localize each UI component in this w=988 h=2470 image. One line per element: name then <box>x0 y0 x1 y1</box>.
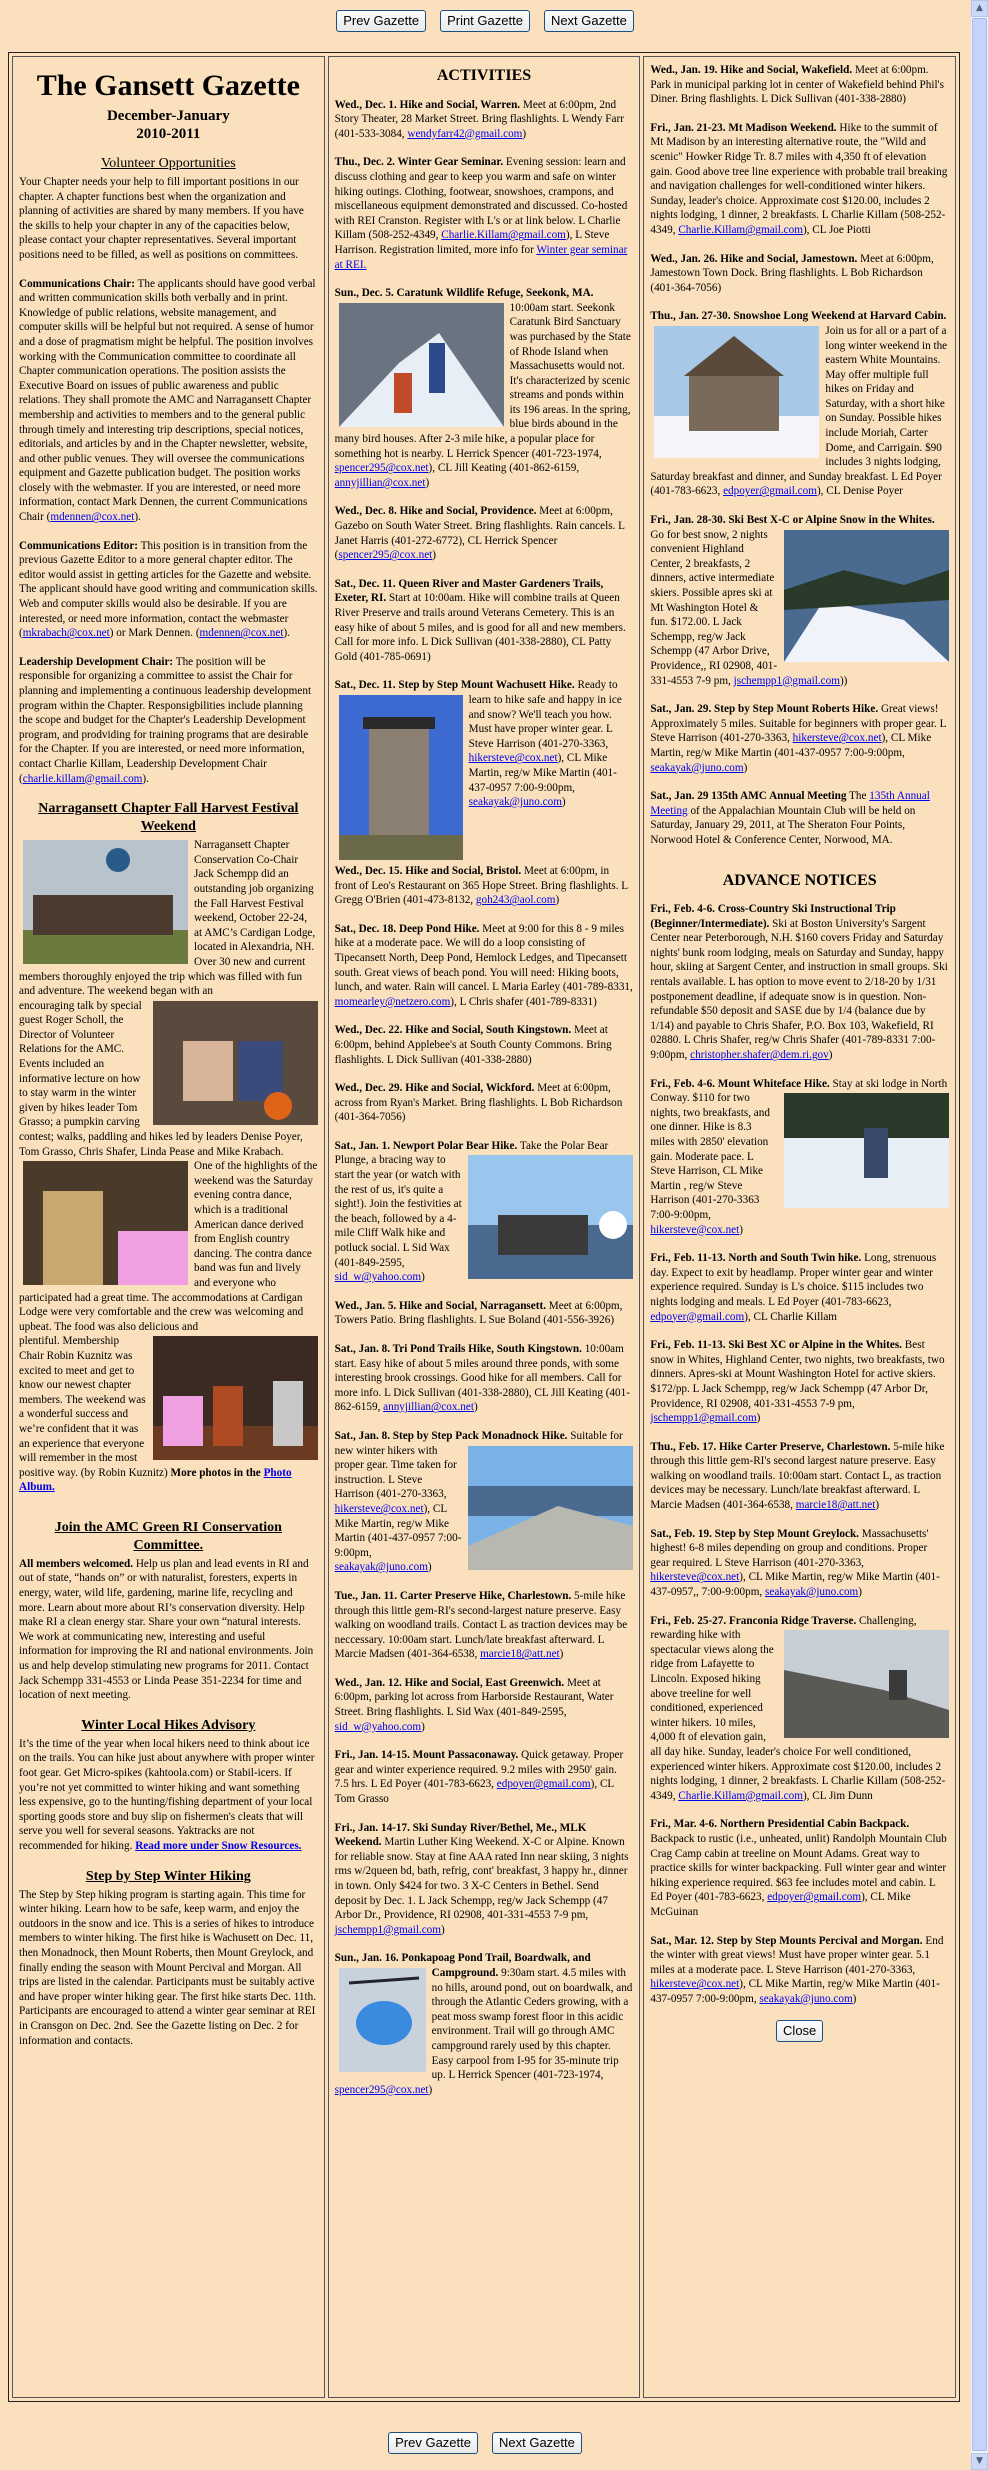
event-title: Fri., Jan. 14-17. Ski Sunday River/Bethel, Me., MLK Weekend. <box>334 1821 587 1849</box>
next-gazette-button-bottom[interactable]: Next Gazette <box>492 2432 582 2454</box>
event-title: Wed., Dec. 15. Hike and Social, Bristol. <box>334 864 522 877</box>
comm-chair-label: Communications Chair: <box>19 277 135 290</box>
event-title: Sat., Jan. 29 135th AMC Annual Meeting <box>650 790 847 803</box>
event-listing <box>650 513 949 688</box>
harvest-p1: Narragansett Chapter Conservation Co-Chair Jack Schempp did an outstanding job organizing the Fall Harvest Festival weekend, October 22-24, at AMC’s Cardigan Lodge, located in Alexandria, NH. Over 30 new and current members thoroughly enjoyed the trip which was filled with fun and adventure. The weekend began with an <box>19 839 316 998</box>
event-listing <box>650 789 949 847</box>
event-email-link[interactable]: spencer295@cox.net <box>334 2083 429 2096</box>
issue-years: 2010-2011 <box>136 126 201 142</box>
top-nav <box>0 10 970 32</box>
step-heading: Step by Step Winter Hiking <box>85 1868 251 1884</box>
event-text: ), CL Mike McGuinan <box>650 1891 911 1918</box>
event-listing <box>335 1342 634 1415</box>
event-email-link[interactable]: jschempp1@gmail.com <box>733 674 840 687</box>
event-text: ), CL Joe Piotti <box>802 223 871 236</box>
volunteer-heading: Volunteer Opportunities <box>101 156 236 171</box>
harvest-heading: Narragansett Chapter Fall Harvest Festival Weekend <box>38 801 299 835</box>
event-text: Hike to the summit of Mt Madison by an interesting alternative route, the "Wild and scenic" Howker Ridge Tr. 8.7 miles with 4,350 ft of elevation gain. Good above tree line experience with probable trail breaking and navigation challenges for well-conditioned winter hikers. Sunday, leader's choice. Approximate cost $120.00, includes 2 nights lodging, 1 dinner, 2 breakfasts. L Charlie Killam (508-252-4349, <box>650 121 948 236</box>
event-email-link[interactable]: hikersteve@cox.net <box>650 1223 740 1236</box>
event-email-link[interactable]: edpoyer@gmail.com <box>723 485 817 498</box>
event-email-link[interactable]: seakayak@juno.com <box>334 1561 428 1574</box>
event-text: ) <box>555 894 560 907</box>
event-text: ), CL Mike Martin, reg/w Mike Martin (401-437-0957,, 7:00-9:00pm, <box>650 1571 940 1599</box>
event-title: Sat., Jan. 8. Step by Step Pack Monadnock Hike. <box>334 1429 568 1442</box>
event-text: ) <box>440 1923 445 1936</box>
event-email-link[interactable]: Charlie.Killam@gmail.com <box>441 229 566 242</box>
event-listing <box>335 98 634 142</box>
event-text: )) <box>839 674 848 687</box>
event-text: Go for best snow, 2 nights convenient Highland Center, 2 breakfasts, 2 dinners, active intermediate skiers. Possible apres ski at Mt Washington Hotel & fun. $172.00. L Jack Schempp, reg/w Jack Schempp (47 Arbor Drive, Providence,, RI 02908, 401-331-4553 7-9 pm, <box>650 528 778 687</box>
event-title: Tue., Jan. 11. Carter Preserve Hike, Charlestown. <box>334 1589 572 1602</box>
event-text: 10:00am start. Seekonk Caratunk Bird Sanctuary was purchased by the State of Rhode Island when Massachusetts would not. It's characterized by scenic streams and ponds within its 196 areas. In the spring, blue birds abound in the many bird houses. After 2-3 mile hike, a popular place for something hot is nearby. L Herrick Spencer (401-723-1974, <box>334 301 631 460</box>
event-email-link[interactable]: sid_w@yahoo.com <box>334 1720 422 1733</box>
event-listing <box>335 1951 634 2097</box>
more-photos-label: More photos in the <box>170 1466 264 1479</box>
event-text: Massachusetts' highest! 6-8 miles depending on group and conditions. Proper gear required. L Steve Harrison (401-270-3363, <box>650 1527 929 1569</box>
event-title: Thu., Dec. 2. Winter Gear Seminar. <box>334 156 504 169</box>
event-text: Start at 10:00am. Hike will combine trails at Queen River Preserve and trails around Veterans Cemetery. This is an easy hike of about 5 miles, and is good for all and new members. Call for more info. L Dick Sullivan (401-338-2880), CL Patty Gold (401-785-0691) <box>334 592 626 663</box>
event-title: Thu., Feb. 17. Hike Carter Preserve, Charlestown. <box>650 1440 891 1453</box>
event-listing <box>335 1589 634 1662</box>
event-listing <box>650 1251 949 1324</box>
event-email-link[interactable]: Charlie.Killam@gmail.com <box>678 1789 803 1802</box>
event-email-link[interactable]: edpoyer@gmail.com <box>767 1891 862 1904</box>
event-text: ) <box>432 549 437 562</box>
volunteer-intro: Your Chapter needs your help to fill important positions in our chapter. A chapter functions best when the organization and planning of activities are shared by many members. If you have the skills to help your chapter in any of the capacities below, please contact your chapter representatives. Several important positions need to be filled, as well as positions on committees. <box>19 176 304 261</box>
bottom-nav <box>0 2432 970 2454</box>
event-listing <box>650 1527 949 1600</box>
green-text: Help us plan and lead events in RI and out of state, “hands on” or with naturalist, foresters, experts in energy, water, wild life, gardening, marine life, recycling and more. Learn about more about RI’s conservation diversity. Help make RI a clean energy star. Share your own “natural interests. We work at communicating new, interesting and useful information for improving the RI and national environments. Join us and help develop stimulating new programs for 2011. Contact Jack Schempp 331-4553 or Linda Pease 351-2234 for time and location of next meeting. <box>19 1557 314 1702</box>
event-text: Challenging, rewarding hike with spectacular views along the ridge from Lafayette to Lincoln. Exposed hiking above treeline for well conditioned, experienced winter hikers. 10 miles, 4,000 ft of elevation gain, all day hike. Sunday, leader's choice For well conditioned, experienced winter hikers. Approximate cost $120.00, includes 2 nights lodging, 1 dinner, 2 breakfasts. L Charlie Killam (508-252-4349, <box>650 1614 946 1802</box>
wachusett-tower-photo <box>339 695 463 860</box>
event-title: Wed., Jan. 26. Hike and Social, Jamestown. <box>650 252 858 265</box>
event-listing <box>650 252 949 296</box>
event-text: Meet at 6:00pm, across from Ryan's Market. Bring flashlights. L Bob Richardson (401-364-7056) <box>334 1082 623 1124</box>
leadership-paragraph <box>19 655 318 786</box>
event-title: Fri., Mar. 4-6. Northern Presidential Cabin Backpack. <box>650 1818 910 1831</box>
event-text: ) <box>875 1499 880 1512</box>
harvard-cabin-photo <box>654 326 819 458</box>
event-listing <box>650 1338 949 1426</box>
event-text: ) <box>427 1561 432 1574</box>
event-title: Wed., Dec. 29. Hike and Social, Wickford. <box>334 1082 535 1095</box>
dennen-email-link[interactable]: mdennen@cox.net <box>199 627 284 640</box>
event-email-link[interactable]: hikersteve@cox.net <box>792 732 882 745</box>
event-email-link[interactable]: Charlie.Killam@gmail.com <box>678 223 803 236</box>
event-title: Sat., Feb. 19. Step by Step Mount Greylock. <box>650 1527 859 1540</box>
event-email-link[interactable]: goh243@aol.com <box>475 894 556 907</box>
group-photo <box>23 840 188 964</box>
middle-column <box>328 56 641 2398</box>
scroll-down-arrow-icon[interactable]: ▼ <box>971 2453 988 2470</box>
event-title: Sun., Dec. 5. Caratunk Wildlife Refuge, Seekonk, MA. <box>334 287 594 300</box>
comm-editor-paragraph <box>19 539 318 641</box>
punct: ). <box>283 627 291 640</box>
event-text: ), CL Charlie Killam <box>744 1310 838 1323</box>
event-email-link[interactable]: spencer295@cox.net <box>334 462 429 475</box>
event-listing <box>335 1429 634 1575</box>
event-text: ), CL Mike Martin, reg/w Mike Martin (401-437-0957 7:00-9:00pm, <box>468 752 617 794</box>
event-listing <box>335 577 634 665</box>
event-listing <box>335 1081 634 1125</box>
event-text: Meet at 6:00pm, 2nd Story Theater, 28 Market Street. Bring flashlights. L Wendy Farr (401-533-3084, <box>334 98 624 140</box>
event-email-link[interactable]: annyjillian@cox.net <box>334 476 426 489</box>
event-text: ) <box>473 1401 478 1414</box>
left-column <box>12 56 325 2398</box>
event-text: Evening session: learn and discuss clothing and gear to keep you warm and safe on winter hiking outings. Clothing, footwear, snowshoes, crampons, and miscellaneous equipment demonstrated and discussed. Co-hosted with REI Cranston. Register with L's or at link below. L Charlie Killam (508-252-4349, <box>334 156 628 242</box>
comm-editor-text: This position is in transition from the previous Gazette Editor to a more general chapter editor. The editor would assist in getting articles for the Gazette and website. The applicant should have good writing and communication skills. Web and computer skills would also be desirable. If you are interested, or need more information, contact the webmaster ( <box>19 539 318 640</box>
event-text: ), L Chris shafer (401-789-8331) <box>450 995 597 1008</box>
event-title: Fri., Jan. 14-15. Mount Passaconaway. <box>334 1749 519 1762</box>
event-listing <box>650 1817 949 1919</box>
advance-notices-heading: ADVANCE NOTICES <box>722 871 877 889</box>
event-email-link[interactable]: seakayak@juno.com <box>650 761 744 774</box>
event-listing <box>650 1440 949 1513</box>
event-listing <box>650 121 949 238</box>
event-title: Fri., Feb. 11-13. Ski Best XC or Alpine in the Whites. <box>650 1339 902 1352</box>
polar-bear-photo <box>468 1155 633 1279</box>
event-email-link[interactable]: hikersteve@cox.net <box>650 1978 740 1991</box>
caratunk-photo <box>339 303 504 427</box>
event-text: Meet at 6:00pm, Gazebo on South Water Street. Bring flashlights. Rain cancels. L Janet Harris (401-272-6772), CL Herrick Spencer ( <box>334 505 625 562</box>
event-title: Sat., Jan. 8. Tri Pond Trails Hike, South Kingstown. <box>334 1343 582 1355</box>
event-title: Wed., Jan. 19. Hike and Social, Wakefield. <box>650 64 853 76</box>
winter-paragraph <box>19 1737 318 1854</box>
event-listing <box>335 1748 634 1806</box>
event-text: ), CL Mike Martin, reg/w Mike Martin (401-437-0957 7:00-9:00pm, <box>334 1502 462 1559</box>
event-listing <box>650 1077 949 1238</box>
event-listing <box>650 702 949 775</box>
comm-chair-email-link[interactable]: mdennen@cox.net <box>50 511 135 524</box>
event-email-link[interactable]: Winter gear seminar at REI. <box>334 243 628 271</box>
event-text: ), CL Tom Grasso <box>334 1778 614 1806</box>
winter-heading: Winter Local Hikes Advisory <box>81 1717 256 1733</box>
event-listing <box>335 678 634 809</box>
event-listing <box>650 1614 949 1804</box>
event-listing <box>335 1676 634 1734</box>
event-text: Join us for all or a part of a long winter weekend in the eastern White Mountains. May offer multiple full hikes on Friday and Saturday, with a short hike on Sunday. Possible hikes include Moriah, Carter Dome, and Carrigain. $90 includes 3 nights lodging, Saturday breakfast and dinner, and Sunday breakfast. L Ed Poyer (401-783-6623, <box>650 324 948 498</box>
harvest-text: plentiful. Membership Chair Robin Kuznitz was excited to meet and get to know our newest chapter members. The weekend was a wonderful success and we’re confident that it was an experience that everyone will remember in the most positive way. (by Robin Kuznitz) <box>19 1335 171 1479</box>
event-title: Fri., Feb. 4-6. Mount Whiteface Hike. <box>650 1077 830 1090</box>
ski-whites-photo <box>784 530 949 662</box>
vertical-scrollbar[interactable] <box>971 0 988 2470</box>
event-title: Fri., Jan. 21-23. Mt Madison Weekend. <box>650 121 837 134</box>
event-title: Sun., Jan. 16. Ponkapoag Pond Trail, Boardwalk, and Campground. <box>334 1952 591 1979</box>
event-email-link[interactable]: marcie18@att.net <box>480 1648 560 1661</box>
event-text: Long, strenuous day. Expect to exit by headlamp. Proper winter gear and winter experience required. Sunday is L's choice. $115 includes two nights lodging and meals. L Ed Poyer (401-783-6623, <box>650 1252 937 1308</box>
event-email-link[interactable]: seakayak@juno.com <box>468 796 562 809</box>
event-email-link[interactable]: hikersteve@cox.net <box>650 1571 740 1584</box>
whiteface-photo <box>784 1093 949 1208</box>
event-text: ) <box>561 796 566 809</box>
event-text: Take the Polar Bear Plunge, a bracing way to start the year (or watch with the rest of us, it's quite a sight!). Join the festivities at the beach, followed by a 4-mile Cliff Walk hike and potluck social. L Sid Wax (401-849-2595, <box>334 1139 609 1269</box>
event-title: Sat., Dec. 11. Step by Step Mount Wachusett Hike. <box>334 679 575 692</box>
contra-dance-photo <box>23 1161 188 1285</box>
event-email-link[interactable]: wendyfarr42@gmail.com <box>407 127 523 140</box>
punct: ). <box>142 772 149 785</box>
event-text: ) <box>559 1648 564 1661</box>
event-title: Wed., Jan. 12. Hike and Social, East Greenwich. <box>334 1676 565 1689</box>
event-text: Meet at 9:00 for this 8 - 9 miles hike at a moderate pace. We will do a loop consisting of Tipecansett North, Deep Pond, Hemlock Ledges, and Tipecansett south. Great views of beach pond. You will need: Hiking boots, lunch, and water. Rain will cancel. L Maria Earley (401-789-8331, <box>334 922 633 994</box>
event-text: ) <box>739 1223 743 1236</box>
event-email-link[interactable]: hikersteve@cox.net <box>334 1502 424 1515</box>
event-text: Meet at 6:00pm, behind Applebee's at South County Commons. Bring flashlights. L Dick Sullivan (401-338-2880) <box>334 1024 612 1066</box>
event-text: Best snow in Whites, Highland Center, two nights, two breakfasts, two dinners. Apres-ski at Mount Washington Hotel for active skiers. $172/pp. L Jack Schempp, reg/w Jack Schempp (47 Arbor Dr, Providence, RI 02908, 401-331-4553 7-9 pm, <box>650 1339 945 1410</box>
monadnock-photo <box>468 1446 633 1570</box>
scroll-up-arrow-icon[interactable]: ▲ <box>971 0 988 17</box>
event-text: ), CL Jim Dunn <box>802 1789 873 1802</box>
leadership-text: The position will be responsible for organizing a committee to assist the Chair for planning and implementing a continuous leadership development program within the Chapter. Responsigbilities include planning the scope and budget for the Chapter's Leadership Development program, and prodviding for training programs that are desirable for the Chapter. If you are interested, or need more information, contact Charlie Killam, Leadership Development Chair ( <box>19 655 312 785</box>
event-title: Fri., Feb. 4-6. Cross-Country Ski Instructional Trip (Beginner/Intermediate). <box>650 903 896 930</box>
green-lead: All members welcomed. <box>19 1557 134 1570</box>
event-text: Meet at 6:00pm. Park in municipal parking lot in center of Wakefield behind Phil's Diner. Bring flashlights. L Dick Sullivan (401-338-2880) <box>650 64 944 106</box>
event-email-link[interactable]: sid_w@yahoo.com <box>334 1271 422 1284</box>
snow-resources-link[interactable]: Read more under Snow Resources. <box>135 1839 302 1852</box>
event-text: ) <box>421 1720 425 1733</box>
right-column <box>643 56 956 2398</box>
event-text: ) <box>522 127 527 140</box>
event-text: Meet at 6:00pm, parking lot across from Harborside Restaurant, Water Street. Bring flashlights. L Sid Wax (401-849-2595, <box>334 1676 614 1719</box>
event-listing <box>335 1821 634 1938</box>
event-title: Sat., Dec. 18. Deep Pond Hike. <box>334 922 480 935</box>
event-text: ), CL Jill Keating (401-862-6159, <box>428 462 580 475</box>
event-listing <box>335 155 634 272</box>
event-title: Sat., Jan. 1. Newport Polar Bear Hike. <box>334 1139 518 1152</box>
step-paragraph: The Step by Step hiking program is starting again. This time for winter hiking. Learn how to be safe, keep warm, and enjoy the outdoors in the snow and ice. This is a series of hikes to introduce members to winter hiking. The first hike is Wachusett on Dec. 11, then Monadnock, then Mount Roberts, then Mount Greylock, and finally ending the season with Mount Percival and Morgan. All trips are listed in the calendar. Participants must be suitably active and have proper winter hiking gear. The first hike starts Dec. 11th. Participants are encouraged to attend a winter gear seminar at REI in Cransgon on Dec. 2nd. See the Gazette listing on Dec. 2 for information and contacts. <box>19 1888 317 2047</box>
event-text: ) <box>858 1586 862 1599</box>
event-text: 5-mile hike through this little gem-RI's second-largest nature preserve. Easy walking on woodland trails. Contact L as traction devices may be neccessary. 10:00am start. Lunch/late breakfast afterward. L Marcie Madsen (401-364-6538, <box>334 1589 628 1661</box>
dance-hall-photo <box>153 1336 318 1460</box>
event-text: ), CL Denise Poyer <box>816 485 903 498</box>
event-text: Stay at ski lodge in North Conway. $110 for two nights, two breakfasts, and one dinner. Hike is 8.3 miles with 2850' elevation gain. Moderate pace. L Steve Harrison, CL Mike Martin , reg/w Steve Harrison (401-270-3363 7:00-9:00pm, <box>650 1077 948 1221</box>
event-text: Ready to learn to hike safe and happy in ice and snow? We'll teach you how. Must have proper winter gear. L Steve Harrison (401-270-3363, <box>468 679 622 750</box>
event-title: Wed., Jan. 5. Hike and Social, Narragansett. <box>334 1299 546 1312</box>
event-text: 10:00am start. Easy hike of about 5 miles around three ponds, with some interesting brook crossings. Good hike for all members. Call for more info. L Dick Sullivan (401-338-2880), CL Jill Keating (401-862-6159, <box>334 1343 630 1414</box>
green-heading: Join the AMC Green RI Conservation Committee. <box>54 1519 282 1553</box>
issue-months: December-January <box>106 108 230 124</box>
event-listing <box>650 1934 949 2007</box>
next-gazette-button[interactable]: Next Gazette <box>544 10 634 32</box>
event-listing <box>650 63 949 107</box>
leadership-label: Leadership Development Chair: <box>19 655 174 668</box>
event-email-link[interactable]: marcie18@att.net <box>795 1499 876 1512</box>
event-text: ), CL Mike Martin, reg/w Mike Martin (401-437-0957 7:00-9:00pm, <box>650 1978 940 2005</box>
punct: ). <box>134 511 141 524</box>
event-text: ) <box>428 2083 433 2096</box>
event-text: ), L Steve Harrison. Registration limited, more info for <box>334 229 610 256</box>
comm-chair-paragraph <box>19 277 318 525</box>
event-listing <box>650 309 949 499</box>
event-title: Sat., Dec. 11. Queen River and Master Gardeners Trails, Exeter, RI. <box>334 577 604 605</box>
event-title: Fri., Jan. 28-30. Ski Best X-C or Alpine Snow in the Whites. <box>650 514 935 527</box>
event-text: ) <box>852 1992 857 2005</box>
green-paragraph <box>19 1557 318 1703</box>
event-text: ) <box>756 1412 761 1425</box>
event-email-link[interactable]: jschempp1@gmail.com <box>650 1412 757 1425</box>
print-gazette-button[interactable]: Print Gazette <box>440 10 530 32</box>
event-title: Wed., Dec. 1. Hike and Social, Warren. <box>334 98 521 111</box>
event-title: Wed., Dec. 22. Hike and Social, South Kingstown. <box>334 1024 572 1037</box>
scrollbar-thumb[interactable] <box>972 18 987 2451</box>
pumpkin-photo <box>153 1001 318 1125</box>
harvest-p3: One of the highlights of the weekend was the Saturday evening contra dance, which is a traditional American dance derived from English country dancing. The contra dance band was fun and lively and everyone who participated had a great time. The accommodations at Cardigan Lodge were very comfortable and the crew was welcoming and upbeat. The food was also delicious and <box>19 1160 318 1333</box>
event-text: ) <box>425 476 430 489</box>
event-email-link[interactable]: 135th Annual Meeting <box>650 790 930 817</box>
event-listing <box>335 1023 634 1067</box>
event-title: Thu., Jan. 27-30. Snowshoe Long Weekend at Harvard Cabin. <box>650 310 947 323</box>
event-listing <box>335 1139 634 1285</box>
event-listing <box>335 922 634 1010</box>
event-text: ) <box>421 1271 425 1284</box>
event-text: Ski at Boston University's Sargent Center near Peterborough, N.H. $160 covers Friday and Saturday nights' bunk room lodging, meals on Saturday and Sunday, happy hour, skiing at Sargent Center, and instruction in small groups. Ski rentals available. L has option to move event to 2/18-20 by 1/31 postponement deadline, if adequate snow is in question. Non-refundable $50 deposit and SASE due by 1/4 (balance due by 1/14) and payable to Chris Shafer, P.O. Box 103, Wakefield, RI 02880. L Chris Shafer, reg/w Chris Shafer (401-789-8331 7:00-9:00pm, <box>650 917 948 1062</box>
event-text: ), CL Mike Martin, reg/w Mike Martin (401-437-0957 7:00-9:00pm, <box>650 732 932 759</box>
event-email-link[interactable]: jschempp1@gmail.com <box>334 1923 441 1936</box>
gazette-frame <box>8 52 960 2402</box>
event-text: ) <box>828 1049 833 1062</box>
activities-heading: ACTIVITIES <box>436 67 532 84</box>
event-listing <box>335 1299 634 1328</box>
event-title: Wed., Dec. 8. Hike and Social, Providence. <box>334 505 537 518</box>
killam-email-link[interactable]: charlie.killam@gmail.com <box>22 772 143 785</box>
franconia-photo <box>784 1630 949 1738</box>
event-title: Sat., Jan. 29. Step by Step Mount Roberts Hike. <box>650 703 879 716</box>
ponkapoag-map-image <box>339 1968 426 2072</box>
event-email-link[interactable]: hikersteve@cox.net <box>468 752 558 765</box>
event-email-link[interactable]: edpoyer@gmail.com <box>496 1778 591 1791</box>
event-text: ) <box>743 761 748 774</box>
event-text: The <box>846 790 870 803</box>
event-text: End the winter with great views! Must have proper winter gear. 5.1 miles at a moderate pace. L Steve Harrison (401-270-3363, <box>650 1934 944 1976</box>
event-listing <box>335 864 634 908</box>
event-text: Meet at 6:00pm, Towers Patio. Bring flashlights. L Sue Boland (401-556-3926) <box>334 1299 623 1327</box>
event-text: Great views! Approximately 5 miles. Suitable for beginners with proper gear. L Steve Harrison (401-270-3363, <box>650 703 947 745</box>
punct: ) or Mark Dennen. ( <box>109 627 200 640</box>
event-text: 5-mile hike through this little gem-RI's second largest nature preserve. Easy walking on woodland trails. 10:00am start. Contact L, as traction devices may be necessary. Lunch/late breakfast afterward. L Marcie Madsen (401-364-6538, <box>650 1440 945 1512</box>
event-email-link[interactable]: edpoyer@gmail.com <box>650 1310 745 1323</box>
gazette-title: The Gansett Gazette <box>36 69 300 102</box>
event-title: Sat., Mar. 12. Step by Step Mounts Percival and Morgan. <box>650 1934 923 1947</box>
event-listing <box>335 286 634 490</box>
harvest-p2: encouraging talk by special guest Roger Scholl, the Director of Volunteer Relations for the AMC. Events included an informative lecture on how to stay warm in the winter given by hikes leader Tom Grasso; a pumpkin carving contest; walks, paddling and hikes led by leaders Denise Poyer, Tom Grasso, Chris Shafer, Linda Pease and Mike Krabach. <box>19 999 303 1158</box>
event-title: Fri., Feb. 25-27. Franconia Ridge Traverse. <box>650 1614 857 1627</box>
event-text: Backpack to rustic (i.e., unheated, unlit) Randolph Mountain Club Crag Camp cabin at treeline on Mount Adams. Great way to practice skills for winter backpacking. Full winter gear and winter hiking experience required. $63 fee includes motel and cabin. L Ed Poyer (401-783-6623, <box>650 1832 947 1904</box>
event-text: Quick getaway. Proper gear and winter experience required. 9.2 miles with 2950' gain. 7.5 hrs. L Ed Poyer (401-783-6623, <box>334 1749 624 1791</box>
winter-text: It’s the time of the year when local hikers need to think about ice on the trails. You can hike just about anywhere with proper winter foot gear. Get Micro-spikes (kahtoola.com) or Stabil-icers. If you’re not yet committed to winter hiking and want something less expensive, go to the hunting/fishing department of your local sporting goods store and buy slip on fishermen's cleats that will serve you well for several seasons. Yaktracks are not recommended for hiking. <box>19 1737 315 1852</box>
comm-chair-text: The applicants should have good verbal and written communication skills both verbally and in print. Knowledge of public relations, website management, and computer skills will be helpful but not required. A sense of humor and a dose of pragmatism might be helpful. The position involves working with the Communication committee to coordinate all Chapter communication operations. The position assists the Executive Board on issues of public awareness and public relations. They shall promote the AMC and Narragansett Chapter membership and activities to members and to the general public through timely and interesting trip descriptions, special notices, editorials, and articles by and in the Chapter newsletter, website, and other public venues. They will oversee the communications equipment and Gazette publication budget. The position works closely with the webmaster. If you are interested, or need more information, contact Mark Dennen, the current Communications Chair ( <box>19 277 316 524</box>
prev-gazette-button-bottom[interactable]: Prev Gazette <box>388 2432 478 2454</box>
prev-gazette-button[interactable]: Prev Gazette <box>336 10 426 32</box>
event-text: Meet at 6:00pm, in front of Leo's Restaurant on 365 Hope Street. Bring flashlights. L Gregg O'Brien (401-473-8132, <box>334 864 628 907</box>
event-text: Suitable for new winter hikers with proper gear. Time taken for instruction. L Steve Harrison (401-270-3363, <box>334 1429 623 1501</box>
comm-editor-label: Communications Editor: <box>19 539 139 552</box>
event-email-link[interactable]: christopher.shafer@dem.ri.gov <box>690 1049 829 1062</box>
event-listing <box>650 902 949 1063</box>
event-title: Fri., Feb. 11-13. North and South Twin hike. <box>650 1252 862 1265</box>
event-email-link[interactable]: annyjillian@cox.net <box>383 1401 474 1414</box>
event-email-link[interactable]: seakayak@juno.com <box>759 1992 853 2005</box>
event-text: Meet at 6:00pm, Jamestown Town Dock. Bring flashlights. L Bob Richardson (401-364-7056) <box>650 252 934 294</box>
event-text: 9:30am start. 4.5 miles with no hills, around pond, out on boardwalk, and through the Atlantic Ceders growing, with a peat moss swamp forest floor in this acidic environment. Trail will go through AMC campground rarely used by this chapter. Easy carpool from I-95 for 35-minute trip up. L Herrick Spencer (401-723-1974, <box>431 1966 633 2082</box>
close-button[interactable]: Close <box>776 2020 823 2042</box>
event-text: of the Appalachian Mountain Club will be held on Saturday, January 29, 2011, at The Sheraton Four Points, Norwood Hotel & Conference Center, Norwood, MA. <box>650 804 916 846</box>
event-listing <box>335 504 634 562</box>
event-text: Martin Luther King Weekend. X-C or Alpine. Known for reliable snow. Stay at fine AAA rated Inn near skiing, 3 nights rms w/2queen bd, bath, refrig, cont' breakfast, 3 happy hr., dinner in town. Only $424 for two. 3 X-C Centers in Bethel. Send deposit by Dec. 1. L Jack Schempp, reg/w Jack Schempp (47 Arbor Dr., Providence, RI 02908, 401-331-4553 7-9 pm, <box>334 1836 629 1922</box>
photo-album-link[interactable]: Photo Album. <box>19 1466 292 1494</box>
event-email-link[interactable]: momearley@netzero.com <box>334 995 451 1008</box>
webmaster-email-link[interactable]: mkrabach@cox.net <box>22 627 110 640</box>
event-email-link[interactable]: seakayak@juno.com <box>765 1586 859 1599</box>
event-email-link[interactable]: spencer295@cox.net <box>338 549 433 562</box>
